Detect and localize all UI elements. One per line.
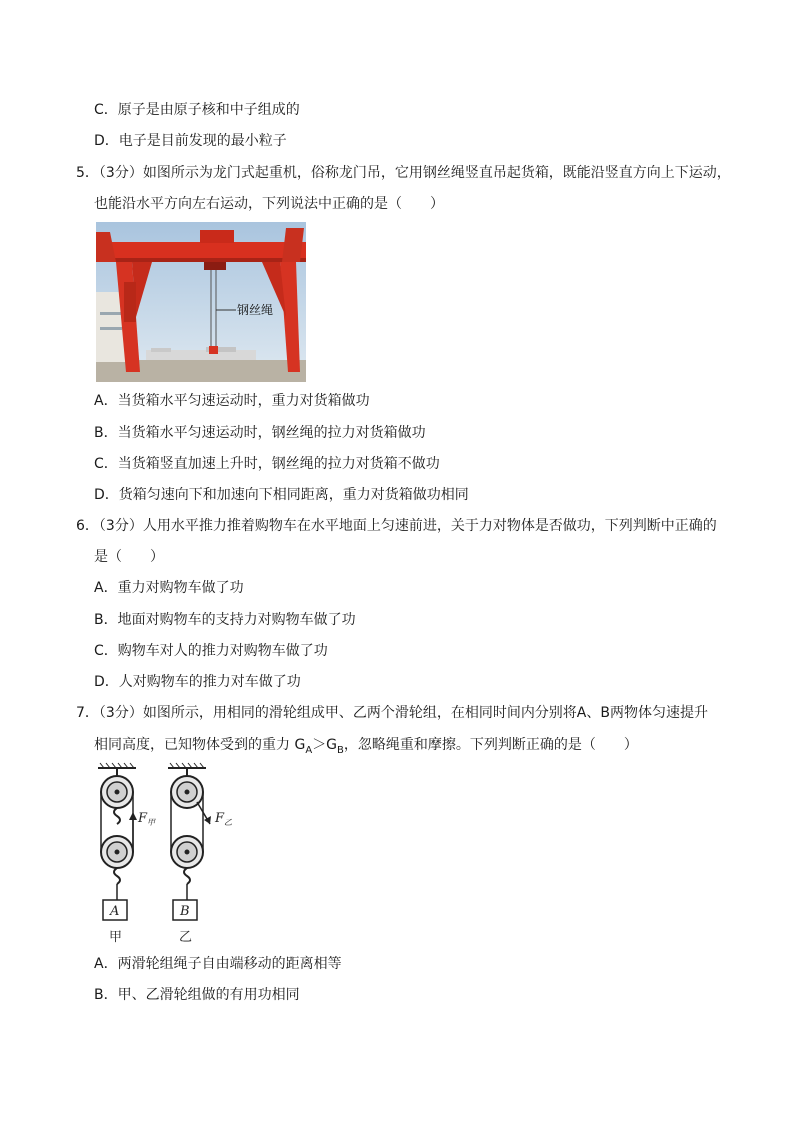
q5-option-a: A．当货箱水平匀速运动时，重力对货箱做功	[94, 393, 370, 409]
q7-option-b: B．甲、乙滑轮组做的有用功相同	[94, 987, 300, 1003]
q5-stem-line1: 5．（3分）如图所示为龙门式起重机，俗称龙门吊，它用钢丝绳竖直吊起货箱，既能沿竖直方向上下运动，	[76, 165, 731, 181]
q5-option-c: C．当货箱竖直加速上升时，钢丝绳的拉力对货箱不做功	[94, 456, 440, 472]
q7-stem-line2: 相同高度，已知物体受到的重力 $G_A>G_B$，忽略绳重和摩擦。下列判断正确的是（ ）	[94, 737, 638, 756]
q5-option-d: D．货箱匀速向下和加速向下相同距离，重力对货箱做功相同	[94, 487, 469, 503]
pulley-diagram	[92, 760, 252, 950]
q5-option-b: B．当货箱水平匀速运动时，钢丝绳的拉力对货箱做功	[94, 425, 426, 441]
box-a-label: A	[110, 904, 120, 919]
gantry-crane-photo	[96, 222, 306, 382]
caption-left: 甲	[109, 930, 123, 945]
q4-option-d: D．电子是目前发现的最小粒子	[94, 133, 287, 149]
q6-option-a: A．重力对购物车做了功	[94, 580, 244, 596]
q7-option-a: A．两滑轮组绳子自由端移动的距离相等	[94, 956, 342, 972]
q6-option-b: B．地面对购物车的支持力对购物车做了功	[94, 612, 356, 628]
q6-option-d: D．人对购物车的推力对车做了功	[94, 674, 301, 690]
cable-label: 钢丝绳	[237, 303, 274, 317]
q6-option-c: C．购物车对人的推力对购物车做了功	[94, 643, 328, 659]
q5-stem-line2: 也能沿水平方向左右运动，下列说法中正确的是（ ）	[94, 196, 444, 212]
q7-stem-line1: 7．（3分）如图所示，用相同的滑轮组成甲、乙两个滑轮组，在相同时间内分别将A、B两物体匀速提升	[76, 705, 708, 721]
q4-option-c: C．原子是由原子核和中子组成的	[94, 102, 300, 118]
caption-right: 乙	[179, 930, 193, 945]
box-b-label: B	[180, 904, 190, 919]
q6-stem-line1: 6．（3分）人用水平推力推着购物车在水平地面上匀速前进，关于力对物体是否做功，下列判断中正确的	[76, 518, 717, 534]
force-right-label: $F_乙$	[215, 811, 233, 827]
force-left-label: $F_甲$	[138, 811, 156, 827]
q6-stem-line2: 是（ ）	[94, 549, 164, 565]
